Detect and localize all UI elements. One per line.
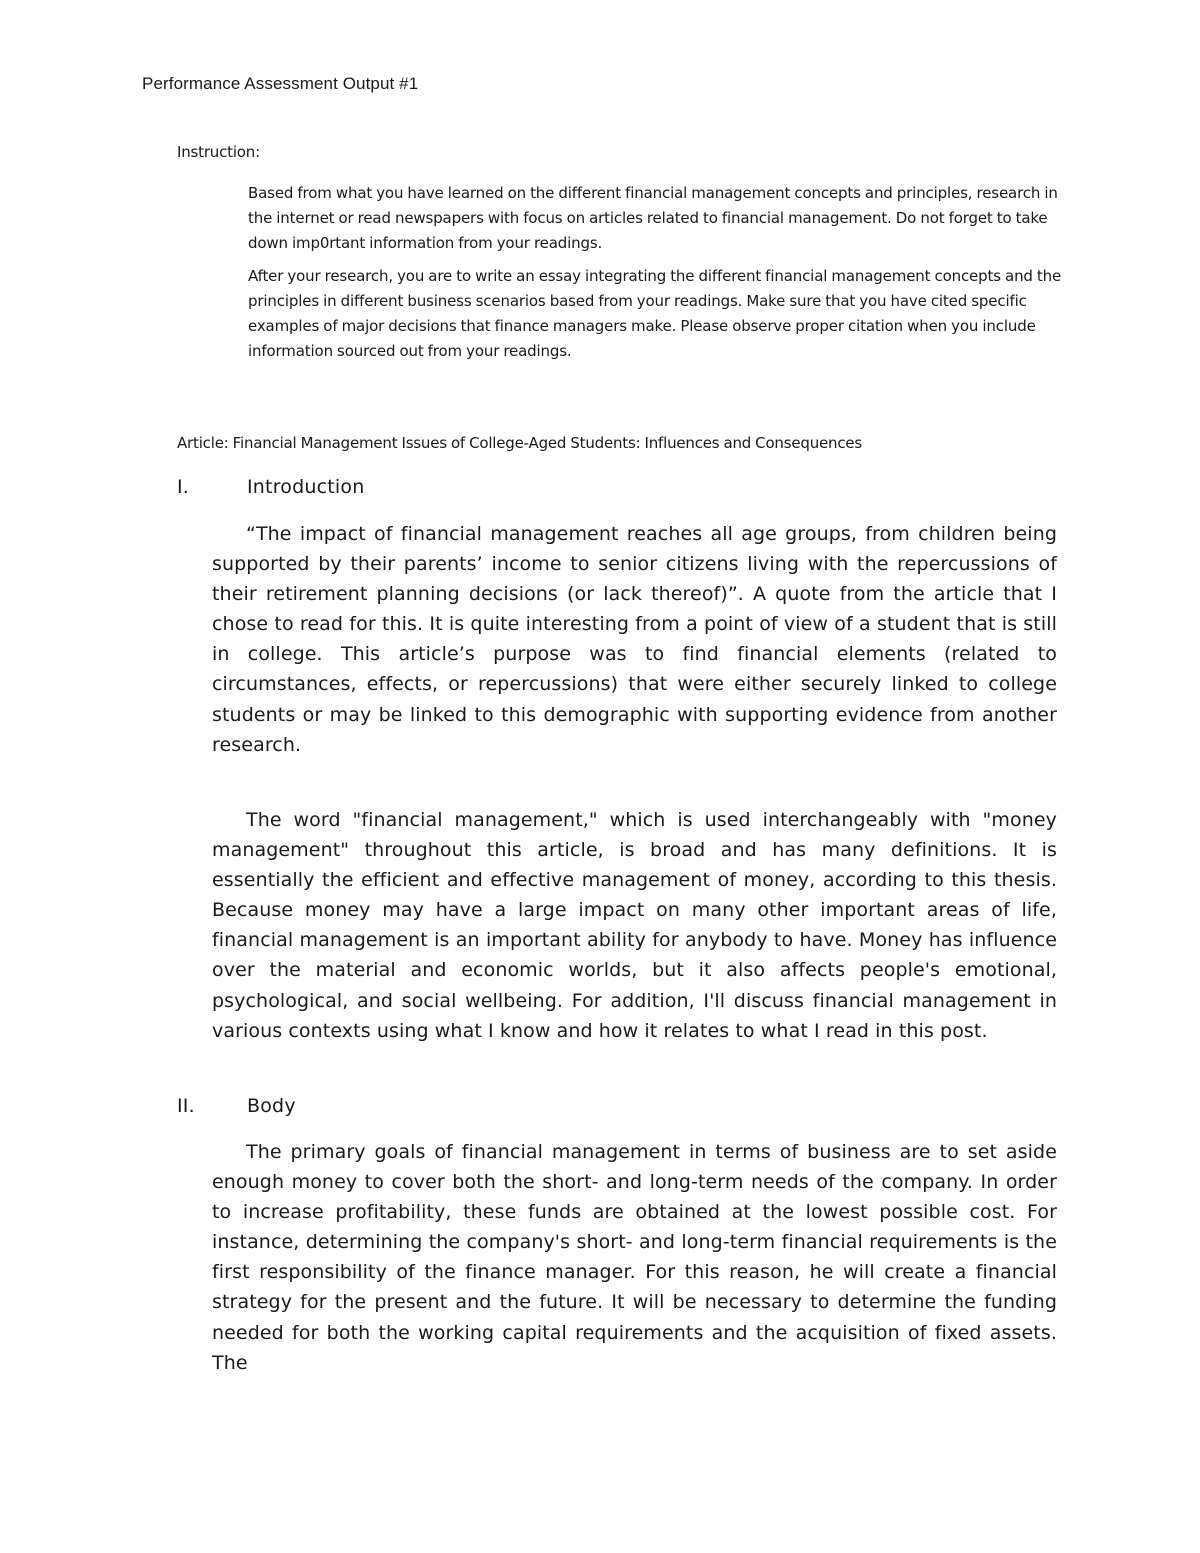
body-paragraph-1 bbox=[212, 1137, 1057, 1378]
instruction-body bbox=[248, 181, 1068, 373]
instruction-label: Instruction: bbox=[177, 143, 260, 161]
intro-paragraph-2 bbox=[212, 805, 1057, 1046]
intro-paragraph-1 bbox=[212, 519, 1057, 760]
paragraph-text: “The impact of financial management reaches all age groups, from children being supported by their parents’ income to senior citizens living with the repercussions of their retirement planning decisions (or lack thereof)”. A quote from the article that I chose to read for this. It is quite interesting from a point of view of a student that is still in college. This article’s purpose was to find financial elements (related to circumstances, effects, or repercussions) that were either securely linked to college students or may be linked to this demographic with supporting evidence from another research. bbox=[212, 523, 1057, 756]
instruction-paragraph: After your research, you are to write an essay integrating the different financial management concepts and the principles in different business scenarios based from your readings. Make sure that you have cited specific examples of major decisions that finance managers make. Please observe proper citation when you include information sourced out from your readings. bbox=[248, 267, 1062, 360]
section-title: Introduction bbox=[247, 476, 365, 498]
page-title: Performance Assessment Output #1 bbox=[142, 74, 419, 93]
article-title: Article: Financial Management Issues of College-Aged Students: Influences and Consequences bbox=[177, 434, 863, 452]
section-title: Body bbox=[247, 1095, 296, 1117]
section-heading-introduction bbox=[177, 476, 364, 498]
section-heading-body bbox=[177, 1095, 296, 1117]
instruction-paragraph: Based from what you have learned on the different financial management concepts and principles, research in the internet or read newspapers with focus on articles related to financial management. Do not forget to take down imp0rtant information from your readings. bbox=[248, 184, 1058, 252]
section-number: I. bbox=[177, 476, 190, 498]
paragraph-text: The primary goals of financial management in terms of business are to set aside enough money to cover both the short- and long-term needs of the company. In order to increase profitability, these funds are obtained at the lowest possible cost. For instance, determining the company's short- and long-term financial requirements is the first responsibility of the finance manager. For this reason, he will create a financial strategy for the present and the future. It will be necessary to determine the funding needed for both the working capital requirements and the acquisition of fixed assets. The bbox=[212, 1141, 1057, 1374]
section-number: II. bbox=[177, 1095, 195, 1117]
paragraph-text: The word "financial management," which is used interchangeably with "money management" throughout this article, is broad and has many definitions. It is essentially the efficient and effective management of money, according to this thesis. Because money may have a large impact on many other important areas of life, financial management is an important ability for anybody to have. Money has influence over the material and economic worlds, but it also affects people's emotional, psychological, and social wellbeing. For addition, I'll discuss financial management in various contexts using what I know and how it relates to what I read in this post. bbox=[212, 809, 1057, 1042]
